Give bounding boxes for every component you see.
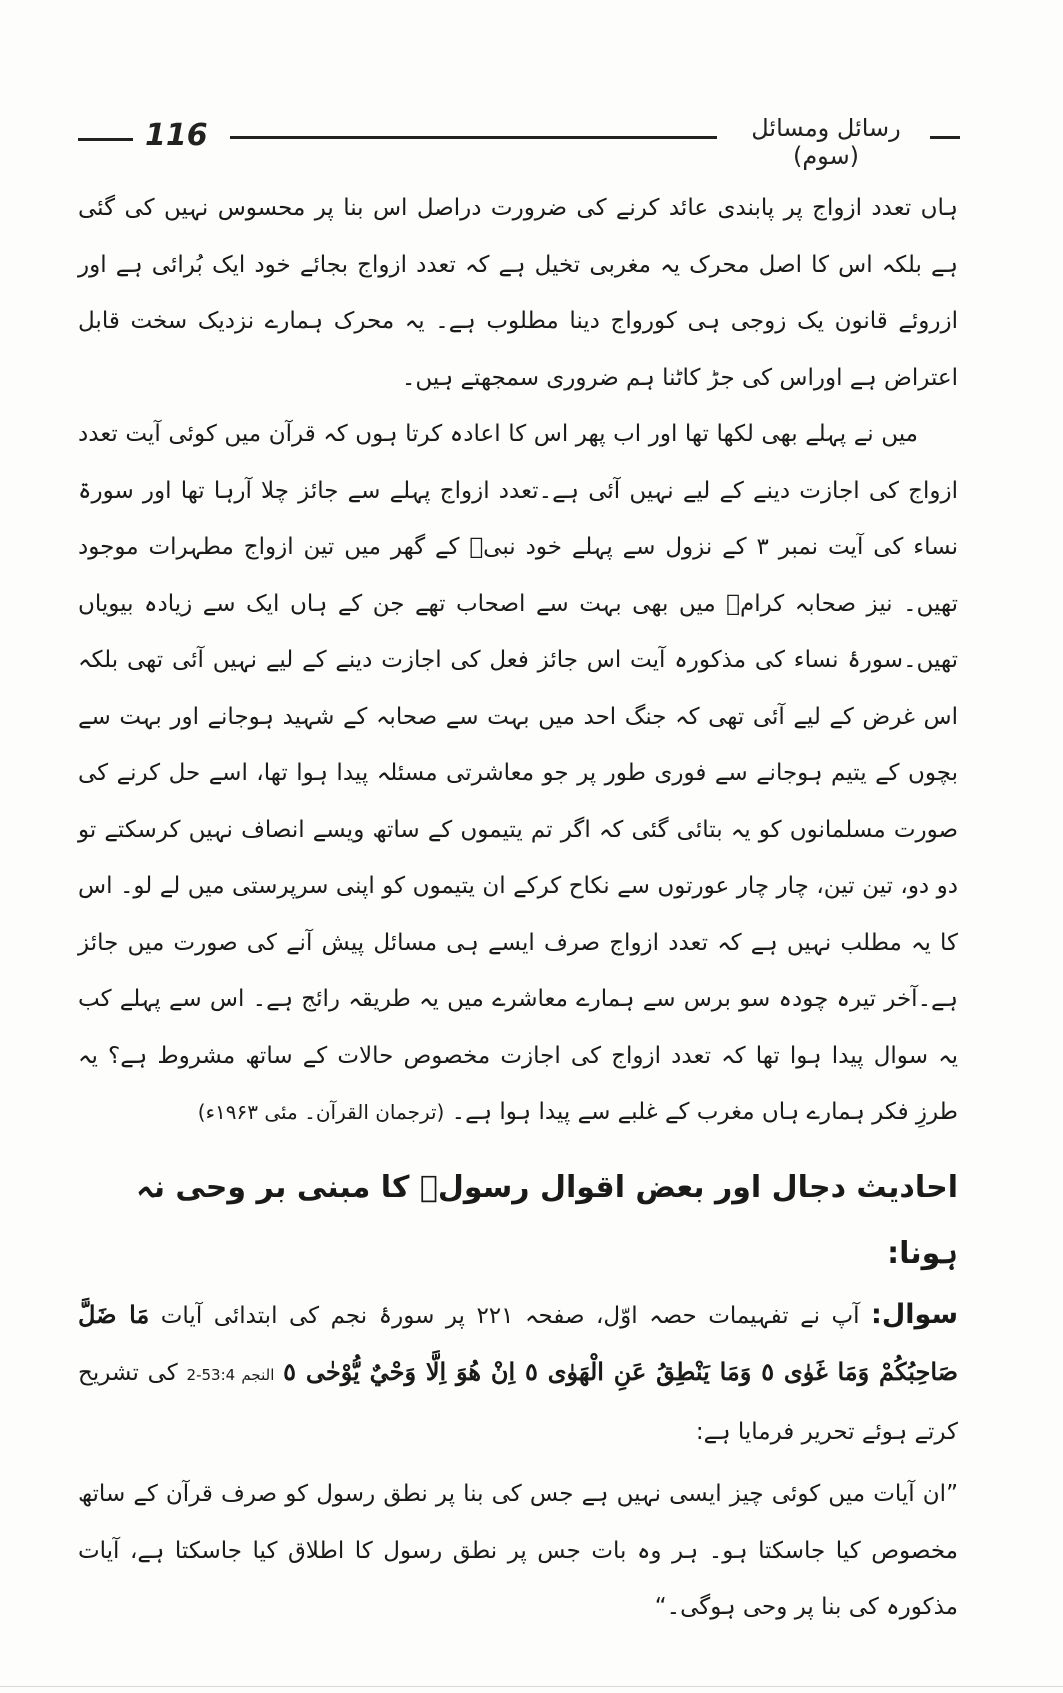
scan-edge-line	[0, 1686, 1063, 1687]
section-heading: احادیث دجال اور بعض اقوال رسولؐ کا مبنی بر وحی نہ ہونا:	[136, 1169, 958, 1271]
quoted-passage: ”ان آیات میں کوئی چیز ایسی نہیں ہے جس کی بنا پر نطق رسول کو صرف قرآن کے ساتھ مخصوص کیا جاسکتا ہو۔ ہر وہ بات جس پر نطق رسول کا اطلاق کیا جاسکتا ہے، آیات مذکورہ کی بنا پر وحی ہوگی۔“	[78, 1481, 958, 1620]
header-rule-middle	[230, 136, 717, 139]
page-number: 116	[145, 118, 208, 153]
header-rule-right	[930, 136, 960, 139]
header-rule-left	[78, 138, 133, 141]
question-paragraph	[78, 1287, 958, 1461]
paragraph-2	[78, 406, 958, 1141]
question-label: سوال:	[871, 1298, 959, 1330]
page-header	[70, 112, 958, 170]
citation: (ترجمان القرآن۔ مئی ۱۹۶۳ء)	[197, 1100, 445, 1124]
quran-ayah: مَا ضَلَّ صَاحِبُكُمْ وَمَا غَوٰى ٥ وَمَا يَنْطِقُ عَنِ الْهَوٰى ٥ اِنْ هُوَ اِلَّا وَحْيٌ يُّوْحٰى ٥	[78, 1299, 959, 1386]
question-outro: کی تشریح کرتے ہوئے تحریر فرمایا ہے:	[78, 1360, 958, 1445]
page-body	[78, 180, 958, 1636]
question-intro: آپ نے تفہیمات حصہ اوّل، صفحہ ۲۲۱ پر سورۂ نجم کی ابتدائی آیات	[160, 1302, 860, 1329]
ayah-reference: النجم 53:4-2	[186, 1366, 275, 1384]
paragraph-1: ہاں تعدد ازواج پر پابندی عائد کرنے کی ضرورت دراصل اس بنا پر محسوس نہیں کی گئی ہے بلکہ اس کا اصل محرک یہ مغربی تخیل ہے کہ تعدد ازواج بجائے خود ایک بُرائی ہے اور ازروئے قانون یک زوجی ہی کورواج دینا مطلوب ہے۔ یہ محرک ہمارے نزدیک سخت قابل اعتراض ہے اوراس کی جڑ کاٹنا ہم ضروری سمجھتے ہیں۔	[78, 195, 958, 391]
paragraph-2-text: میں نے پہلے بھی لکھا تھا اور اب پھر اس کا اعادہ کرتا ہوں کہ قرآن میں کوئی آیت تعدد ازواج کی اجازت دینے کے لیے نہیں آئی ہے۔تعدد ازواج پہلے سے جائز چلا آرہا تھا اور سورۃ نساء کی آیت نمبر ۳ کے نزول سے پہلے خود نبیؐ کے گھر میں تین ازواج مطہرات موجود تھیں۔ نیز صحابہ کرامؓ میں بھی بہت سے اصحاب تھے جن کے ہاں ایک سے زیادہ بیویاں تھیں۔سورۂ نساء کی مذکورہ آیت اس جائز فعل کی اجازت دینے کے لیے نہیں آئی تھی بلکہ اس غرض کے لیے آئی تھی کہ جنگ احد میں بہت سے صحابہ کے شہید ہوجانے اور بہت سے بچوں کے یتیم ہوجانے سے فوری طور پر جو معاشرتی مسئلہ پیدا ہوا تھا، اسے حل کرنے کی صورت مسلمانوں کو یہ بتائی گئی کہ اگر تم یتیموں کے ساتھ ویسے انصاف نہیں کرسکتے تو دو دو، تین تین، چار چار عورتوں سے نکاح کرکے ان یتیموں کو اپنی سرپرستی میں لے لو۔ اس کا یہ مطلب نہیں ہے کہ تعدد ازواج صرف ایسے ہی مسائل پیش آنے کی صورت میں جائز ہے۔آخر تیرہ چودہ سو برس سے ہمارے معاشرے میں یہ طریقہ رائج ہے۔ اس سے پہلے کب یہ سوال پیدا ہوا تھا کہ تعدد ازواج کی اجازت مخصوص حالات کے ساتھ مشروط ہے؟ یہ طرزِ فکر ہمارے ہاں مغرب کے غلبے سے پیدا ہوا ہے۔	[78, 421, 958, 1125]
book-title: رسائل ومسائل (سوم)	[751, 114, 901, 170]
